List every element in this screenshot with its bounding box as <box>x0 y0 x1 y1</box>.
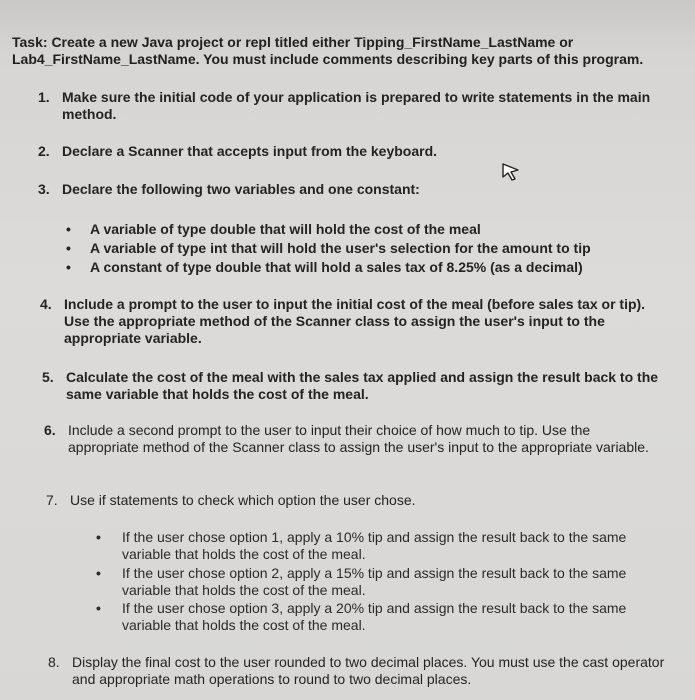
bullet-glyph: • <box>96 565 101 581</box>
mouse-pointer-icon <box>500 160 522 182</box>
step-number: 1. <box>38 89 50 105</box>
bullet-glyph: • <box>66 259 71 275</box>
step-text: Calculate the cost of the meal with the sales tax applied and assign the result back to the same variable that holds the cost of the meal. <box>66 369 659 402</box>
task-text: Create a new Java project or repl titled either Tipping_FirstName_LastName or Lab4_FirstName_LastName. You must include comments describing key parts of this program. <box>12 34 644 67</box>
step-number: 2. <box>38 143 50 159</box>
step-text: Declare a Scanner that accepts input from the keyboard. <box>62 143 438 159</box>
bullet-glyph: • <box>66 240 71 256</box>
step-text: Display the final cost to the user rounded to two decimal places. You must use the cast operator and appropriate math operations to round to two decimal places. <box>72 654 665 687</box>
step-text: Include a second prompt to the user to input their choice of how much to tip. Use the appropriate method of the Scanner class to assign the user's input to the appropriate variable. <box>68 422 649 455</box>
bullet-glyph: • <box>96 529 101 545</box>
step-number: 6. <box>44 422 56 438</box>
bullet-glyph: • <box>96 600 101 616</box>
list-item-text: If the user chose option 2, apply a 15% tip and assign the result back to the same variable that holds the cost of the meal. <box>122 565 627 598</box>
bullet-glyph: • <box>66 221 71 237</box>
task-description <box>12 34 682 68</box>
step-text: Make sure the initial code of your application is prepared to write statements in the main method. <box>62 89 651 122</box>
step-number: 3. <box>38 181 50 197</box>
step-text: Use if statements to check which option the user chose. <box>70 492 416 508</box>
list-item-text: If the user chose option 3, apply a 20% tip and assign the result back to the same variable that holds the cost of the meal. <box>122 600 627 633</box>
task-label: Task: <box>12 34 48 50</box>
list-item-text: If the user chose option 1, apply a 10% tip and assign the result back to the same variable that holds the cost of the meal. <box>122 529 627 562</box>
list-item-text: A constant of type double that will hold a sales tax of 8.25% (as a decimal) <box>90 259 583 275</box>
step-number: 8. <box>48 654 60 670</box>
step-number: 5. <box>42 369 54 385</box>
list-item-text: A variable of type int that will hold the user's selection for the amount to tip <box>90 240 591 256</box>
step-number: 4. <box>40 296 52 312</box>
list-item-text: A variable of type double that will hold the cost of the meal <box>90 221 481 237</box>
step-text: Declare the following two variables and one constant: <box>62 181 420 197</box>
step-text: Include a prompt to the user to input the initial cost of the meal (before sales tax or tip). Use the appropriate method of the Scanner class to assign the user's input to the appropriate variable. <box>64 296 646 346</box>
step-number: 7. <box>46 492 58 508</box>
